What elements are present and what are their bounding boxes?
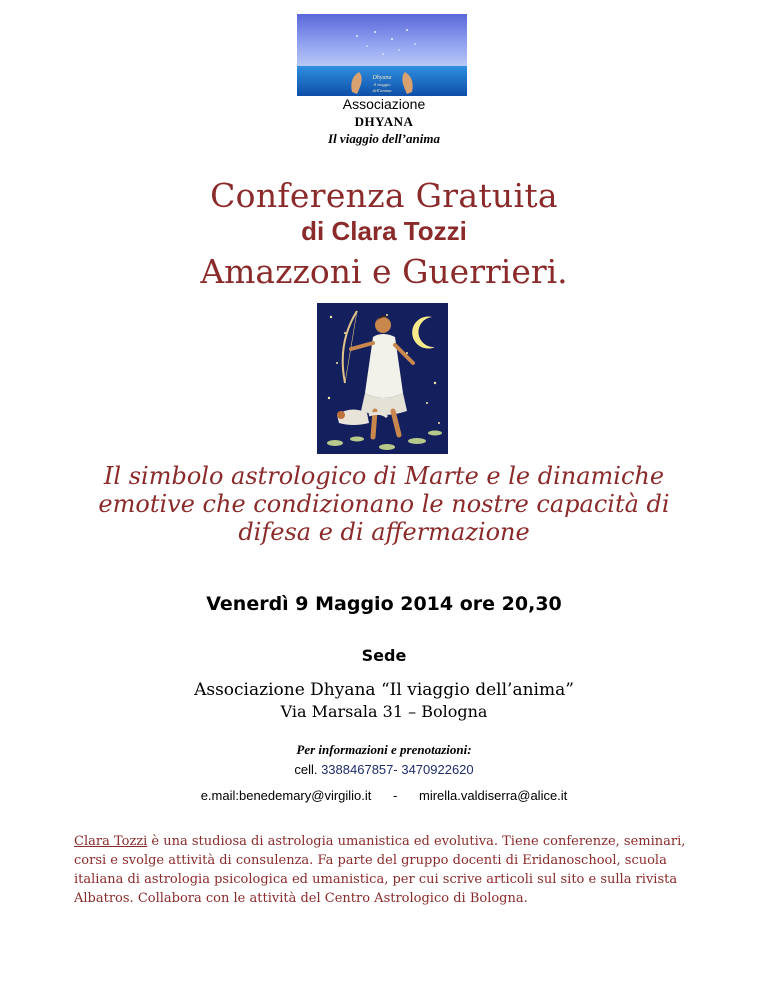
association-name: DHYANA [354, 114, 414, 129]
dhyana-logo [297, 14, 467, 96]
association-label: Associazione [342, 96, 426, 112]
conference-theme: Il simbolo astrologico di Marte e le dinamiche emotive che condizionano le nostre capacità di difesa e di affermazione [98, 462, 670, 546]
venue-address: Via Marsala 31 – Bologna [280, 702, 488, 721]
venue-name: Associazione Dhyana “Il viaggio dell’anima” [194, 680, 574, 700]
contacts-label: Per informazioni e prenotazioni: [296, 742, 472, 757]
venue-label: Sede [361, 646, 407, 665]
conference-subject: Amazzoni e Guerrieri. [200, 252, 568, 291]
bio-text: è una studiosa di astrologia umanistica ed evolutiva. Tiene conferenze, seminari, corsi e svolge attività di consulenza. Fa parte del gruppo docenti di Eridanoschool, scuola italiana di astrologia psicologica ed umanistica, per cui scrive articoli sul sito e sulla rivista Albatros. Collabora con le attività del Centro Astrologico di Bologna. [74, 834, 686, 906]
email-prefix: e.mail: [200, 788, 239, 803]
email-1[interactable]: benedemary@virgilio.it [238, 788, 372, 803]
phone-number-1[interactable]: 3388467857 [321, 762, 394, 777]
phone-prefix: cell. [294, 762, 322, 777]
email-line [0, 788, 768, 803]
svg-text:Dhyana: Dhyana [372, 75, 392, 81]
conference-title: Conferenza Gratuita [210, 176, 558, 215]
svg-text:dell'anima: dell'anima [372, 88, 392, 93]
event-date: Venerdì 9 Maggio 2014 ore 20,30 [206, 593, 562, 615]
conference-author: di Clara Tozzi [301, 216, 467, 246]
email-2[interactable]: mirella.valdiserra@alice.it [419, 788, 568, 803]
artemis-illustration [317, 303, 448, 454]
bio-author-name: Clara Tozzi [74, 834, 148, 849]
svg-text:il viaggio: il viaggio [373, 82, 391, 87]
email-separator: - [393, 788, 398, 803]
phone-line [0, 762, 768, 777]
association-tagline: Il viaggio dell’anima [328, 131, 440, 146]
author-bio [74, 832, 714, 908]
phone-separator: - [393, 762, 402, 777]
phone-number-2[interactable]: 3470922620 [401, 762, 474, 777]
